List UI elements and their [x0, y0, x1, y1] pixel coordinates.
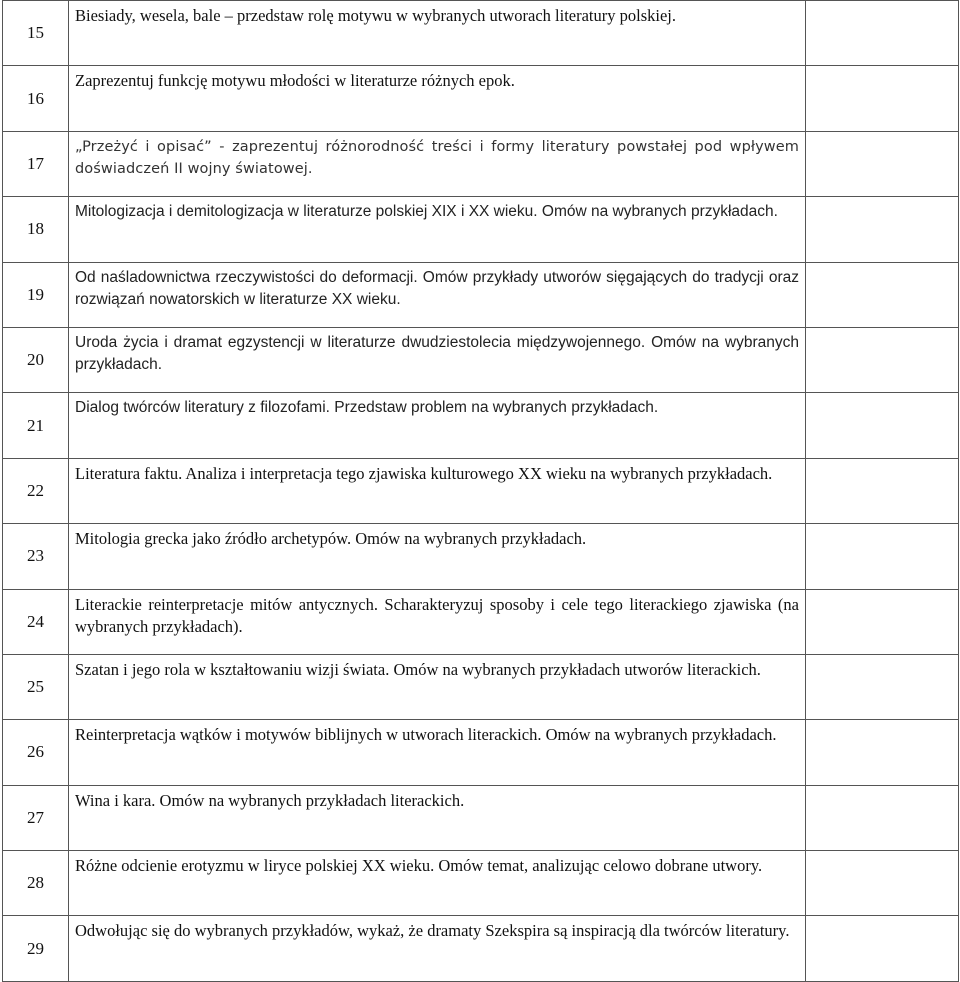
topic-text: Różne odcienie erotyzmu w liryce polskiej XX wieku. Omów temat, analizując celowo dobrane utwory.: [69, 851, 806, 916]
row-number: 27: [3, 785, 69, 850]
empty-cell: [806, 458, 959, 523]
empty-cell: [806, 262, 959, 327]
topic-text: Od naśladownictwa rzeczywistości do deformacji. Omów przykłady utworów sięgających do tradycji oraz rozwiązań nowatorskich w literaturze XX wieku.: [69, 262, 806, 327]
table-row: [3, 851, 959, 916]
row-number: 18: [3, 197, 69, 262]
row-number: 25: [3, 654, 69, 719]
row-number: 26: [3, 720, 69, 785]
empty-cell: [806, 66, 959, 131]
table-row: [3, 524, 959, 589]
table-row: [3, 916, 959, 981]
topic-text: Odwołując się do wybranych przykładów, wykaż, że dramaty Szekspira są inspiracją dla twórców literatury.: [69, 916, 806, 981]
table-row: [3, 458, 959, 523]
row-number: 23: [3, 524, 69, 589]
table-row: [3, 197, 959, 262]
topic-text: Szatan i jego rola w kształtowaniu wizji świata. Omów na wybranych przykładach utworów literackich.: [69, 654, 806, 719]
row-number: 22: [3, 458, 69, 523]
topic-text: Wina i kara. Omów na wybranych przykładach literackich.: [69, 785, 806, 850]
topic-text: „Przeżyć i opisać” - zaprezentuj różnorodność treści i formy literatury powstałej pod wpływem doświadczeń II wojny światowej.: [69, 131, 806, 196]
empty-cell: [806, 1, 959, 66]
table-row: [3, 785, 959, 850]
table-row: [3, 262, 959, 327]
table-row: [3, 720, 959, 785]
row-number: 16: [3, 66, 69, 131]
empty-cell: [806, 654, 959, 719]
table-row: [3, 393, 959, 458]
empty-cell: [806, 524, 959, 589]
empty-cell: [806, 916, 959, 981]
table-row: [3, 1, 959, 66]
empty-cell: [806, 131, 959, 196]
row-number: 20: [3, 327, 69, 392]
topics-table: [2, 0, 959, 982]
topic-text: Literackie reinterpretacje mitów antycznych. Scharakteryzuj sposoby i cele tego literackiego zjawiska (na wybranych przykładach).: [69, 589, 806, 654]
empty-cell: [806, 393, 959, 458]
row-number: 19: [3, 262, 69, 327]
topic-text: Mitologizacja i demitologizacja w literaturze polskiej XIX i XX wieku. Omów na wybranych przykładach.: [69, 197, 806, 262]
row-number: 29: [3, 916, 69, 981]
row-number: 15: [3, 1, 69, 66]
row-number: 21: [3, 393, 69, 458]
topic-text: Zaprezentuj funkcję motywu młodości w literaturze różnych epok.: [69, 66, 806, 131]
empty-cell: [806, 785, 959, 850]
row-number: 28: [3, 851, 69, 916]
topic-text: Reinterpretacja wątków i motywów biblijnych w utworach literackich. Omów na wybranych przykładach.: [69, 720, 806, 785]
table-row: [3, 327, 959, 392]
table-row: [3, 654, 959, 719]
topic-text: Biesiady, wesela, bale – przedstaw rolę motywu w wybranych utworach literatury polskiej.: [69, 1, 806, 66]
table-row: [3, 131, 959, 196]
table-row: [3, 589, 959, 654]
topic-text: Literatura faktu. Analiza i interpretacja tego zjawiska kulturowego XX wieku na wybranych przykładach.: [69, 458, 806, 523]
topic-text: Dialog twórców literatury z filozofami. Przedstaw problem na wybranych przykładach.: [69, 393, 806, 458]
row-number: 17: [3, 131, 69, 196]
empty-cell: [806, 327, 959, 392]
empty-cell: [806, 197, 959, 262]
row-number: 24: [3, 589, 69, 654]
topic-text: Uroda życia i dramat egzystencji w literaturze dwudziestolecia międzywojennego. Omów na wybranych przykładach.: [69, 327, 806, 392]
table-row: [3, 66, 959, 131]
empty-cell: [806, 589, 959, 654]
topic-text: Mitologia grecka jako źródło archetypów. Omów na wybranych przykładach.: [69, 524, 806, 589]
empty-cell: [806, 851, 959, 916]
empty-cell: [806, 720, 959, 785]
